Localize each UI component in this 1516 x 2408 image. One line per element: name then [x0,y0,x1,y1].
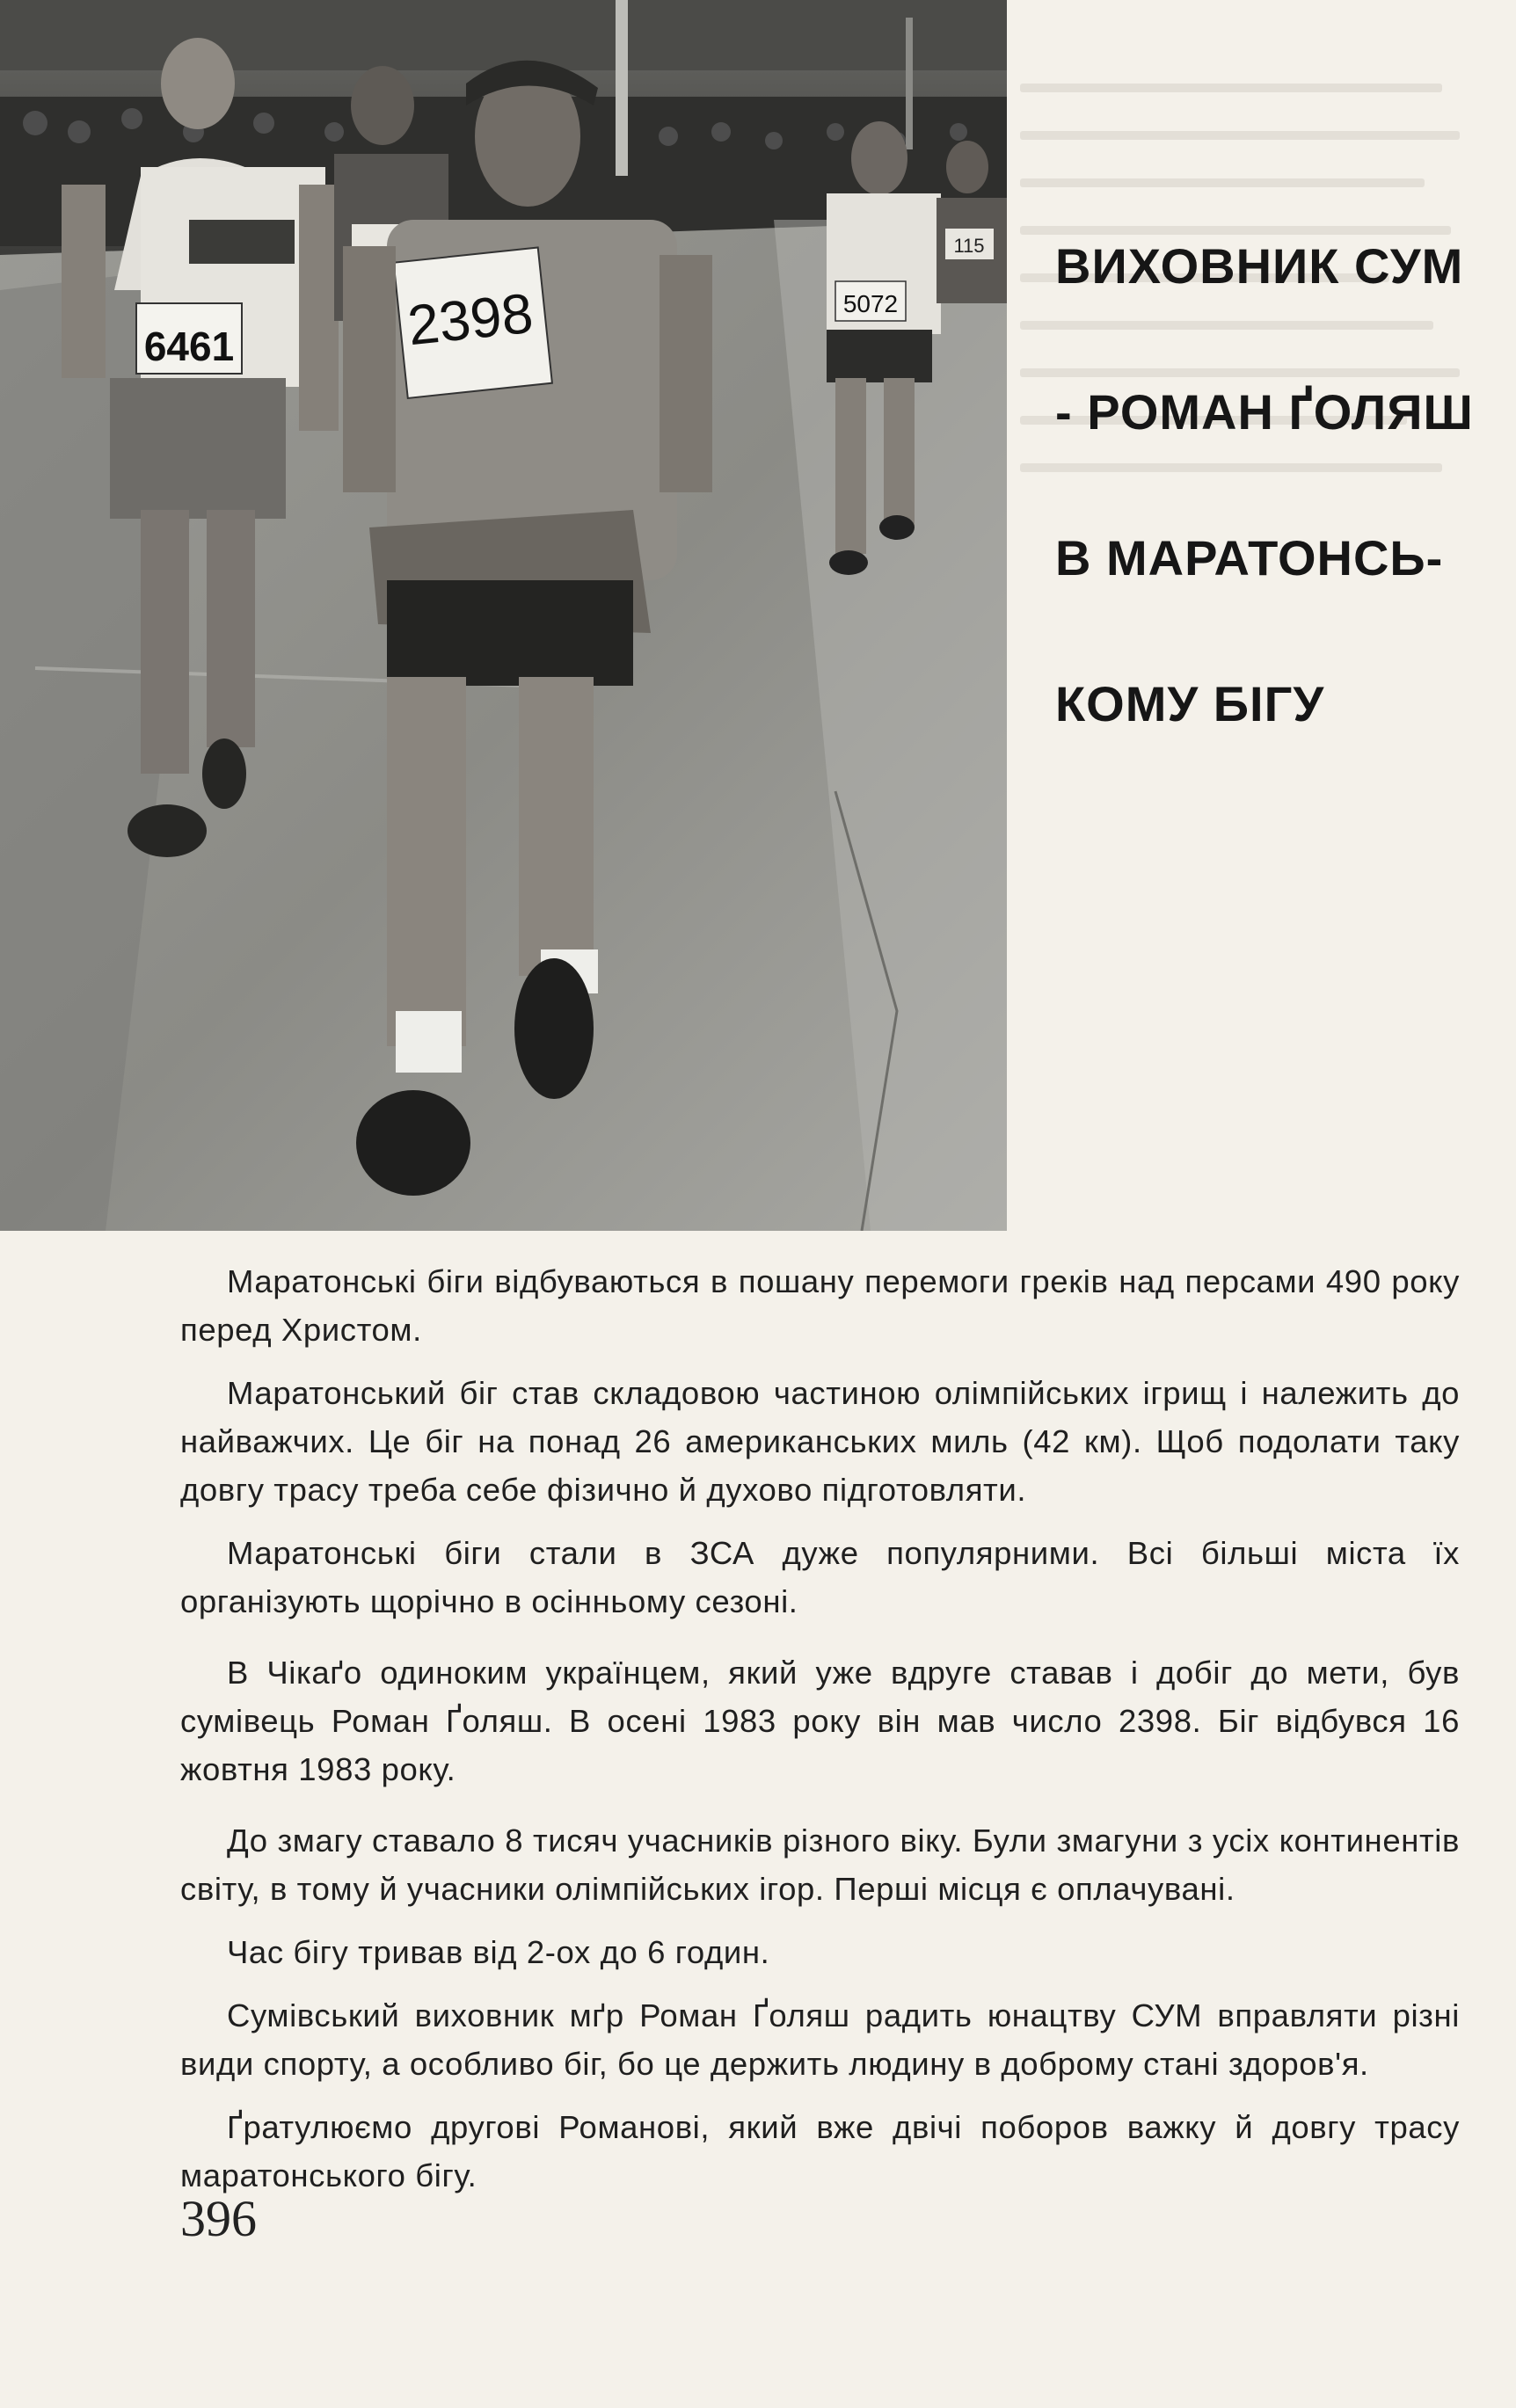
paragraph-2: Маратонський біг став складовою частиною олімпійських ігрищ і належить до найважчих. Це біг на понад 26 американських миль (42 км). Щоб подолати таку довгу трасу треба себе фізично й духово підготовляти. [180,1375,1460,1508]
article-body [180,1257,1460,2215]
paragraph-8: Ґратулюємо другові Романові, який вже двічі поборов важку й довгу трасу маратонського бігу. [180,2109,1460,2193]
paragraph-5: До змагу ставало 8 тисяч учасників різного віку. Були змагуни з усіх континентів світу, в тому й учасники олімпійських ігор. Перші місця є оплачувані. [180,1822,1460,1907]
page-number: 396 [180,2190,257,2247]
bib-2398: 2398 [405,280,536,358]
marathon-photo [0,0,1007,1231]
title-line-2: - РОМАН ҐОЛЯШ [1055,384,1474,440]
bib-6461: 6461 [143,324,235,369]
title-line-4: КОМУ БІГУ [1055,676,1325,731]
marathon-photo-drawing [0,0,1007,1231]
paragraph-4: В Чікаґо одиноким українцем, який уже вдруге ставав і добіг до мети, був сумівець Роман Ґоляш. В осені 1983 року він мав число 2398. Біг відбувся 16 жовтня 1983 року. [180,1655,1460,1787]
paragraph-6: Час бігу тривав від 2-ох до 6 годин. [227,1934,770,1970]
paragraph-7: Сумівський виховник мґр Роман Ґоляш радить юнацтву СУМ вправляти різні види спорту, а особливо біг, бо це держить людину в доброму стані здоров'я. [180,1997,1460,2082]
bib-5072: 5072 [842,290,899,317]
paragraph-1: Маратонські біги відбуваються в пошану перемоги греків над персами 490 року перед Христом. [180,1263,1460,1348]
paragraph-3: Маратонські біги стали в ЗСА дуже популярними. Всі більші міста їх організують щорічно в осінньому сезоні. [180,1535,1460,1619]
article-title [1055,193,1495,777]
bib-115: 115 [953,235,985,257]
title-line-3: В МАРАТОНСЬ- [1055,530,1444,586]
title-line-1: ВИХОВНИК СУМ [1055,238,1464,294]
